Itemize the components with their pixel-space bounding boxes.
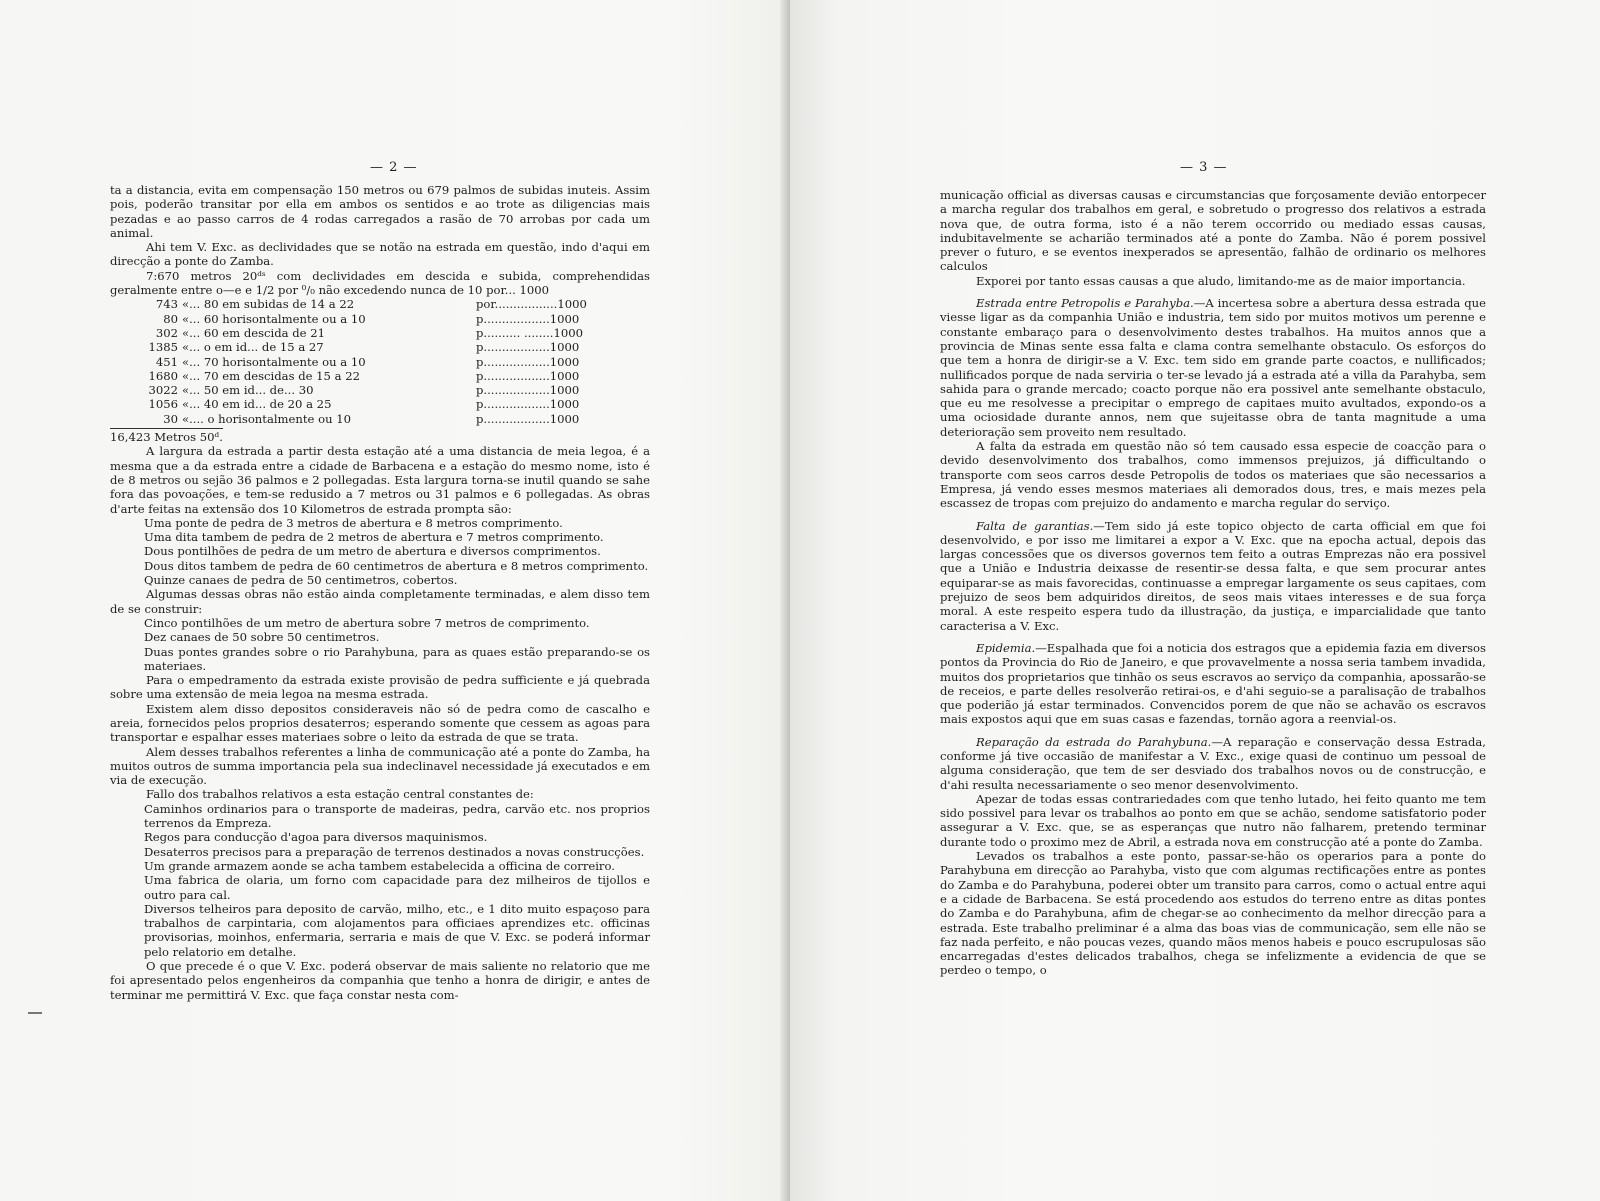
grade-metres: 451: [155, 354, 178, 369]
right-column: [940, 188, 1486, 978]
section-paragraph: [940, 792, 1486, 849]
grade-description: «... 80 em subidas de 14 a 22: [182, 297, 355, 312]
paragraph: ta a distancia, evita em compensação 150 metros ou 679 palmos de subidas inuteis. Assim pois, poderão transitar por ella em ambos os sentidos e ao trote as diligencias mais pezadas e ao passo carros de 4 rodas carregados a rasão de 70 arrobas por cada um animal.: [110, 183, 650, 240]
section-paragraph: [940, 735, 1486, 792]
scan-mark: [28, 1012, 42, 1014]
works-pending-item: Dez canaes de 50 sobre 50 centimetros.: [144, 630, 380, 645]
page-number-left: — 2 —: [370, 160, 418, 175]
grade-description: «... 40 em id... de 20 a 25: [182, 397, 332, 412]
paragraph: Exporei por tanto essas causas a que aludo, limitando-me as de maior importancia.: [976, 273, 1466, 288]
grade-rate: p..................1000: [476, 340, 580, 355]
section-paragraph: [940, 439, 1486, 510]
grade-description: «.... o horisontalmente ou 10: [182, 411, 351, 426]
grade-rate: p..................1000: [476, 368, 580, 383]
section-heading: Estrada entre Petropolis e Parahyba.: [976, 296, 1194, 311]
paragraph: Existem alem disso depositos consideraveis não só de pedra como de cascalho e areia, fornecidos pelos proprios desaterros; esperando somente que cessem as agoas para transportar e espalhar esses materiaes sobre o leito da estrada de que se trata.: [110, 701, 650, 745]
grades-row: [130, 297, 620, 311]
grades-row: [130, 397, 620, 411]
section-text: A falta da estrada em questão não só tem causado essa especie de coacção para o devido desenvolvimento dos trabalhos, como immensos prejuizos, já difficultando o transporte com seos carros desde Petropolis de todos os materiaes que são necessarios a Empresa, já vendo esses mesmos materiaes ali demorados dous, tres, e mais mezes pela escassez de tropas com prejuizo do andamento e marcha regular do serviço.: [940, 439, 1486, 511]
grade-rate: p..................1000: [476, 397, 580, 412]
grade-metres: 1385: [148, 340, 178, 355]
grade-description: «... 60 horisontalmente ou a 10: [182, 311, 366, 326]
grade-metres: 302: [155, 325, 178, 340]
grade-rate: p.......... ........1000: [476, 325, 583, 340]
section-paragraph: [940, 849, 1486, 978]
grade-description: «... o em id... de 15 a 27: [182, 340, 324, 355]
grade-metres: 3022: [148, 383, 178, 398]
section-heading: Falta de garantias.: [976, 518, 1094, 533]
paragraph: municação official as diversas causas e circumstancias que forçosamente devião entorpecer a marcha regular dos trabalhos em geral, e sobretudo o progresso dos relativos a estrada nova que, de outra forma, isto é a não terem occorrido ou mediado essas causas, indubitavelmente se acharião terminados até a ponte do Zamba. Não é porem possivel prever o futuro, e se eventos inexperados se apresentão, falhão de ordinario os melhores calculos: [940, 188, 1486, 274]
grades-table: [130, 297, 620, 426]
central-works-item: Um grande armazem aonde se acha tambem estabelecida a officina de correiro.: [144, 858, 615, 873]
grade-rate: p..................1000: [476, 311, 580, 326]
section-paragraph: [940, 519, 1486, 633]
central-works-item: Caminhos ordinarios para o transporte de madeiras, pedra, carvão etc. nos proprios terrenos da Empreza.: [144, 801, 650, 831]
paragraph: O que precede é o que V. Exc. poderá observar de mais saliente no relatorio que me foi apresentado pelos engenheiros da companhia que tenho a honra de dirigir, e antes de terminar me permittirá V. Exc. que faça constar nesta com-: [110, 959, 650, 1002]
central-works-item: Diversos telheiros para deposito de carvão, milho, etc., e 1 dito muito espaçoso para trabalhos de carpintaria, com alojamentos para officiaes aprendizes etc. officinas provisorias, moinhos, enfermaria, serraria e mais de que V. Exc. se poderá informar pelo relatorio em detalhe.: [144, 901, 650, 959]
works-pending-item: Cinco pontilhões de um metro de abertura sobre 7 metros de comprimento.: [144, 615, 590, 630]
left-page: [0, 0, 790, 1201]
works-done-item: Uma ponte de pedra de 3 metros de abertura e 8 metros comprimento.: [144, 515, 563, 530]
grades-row: [130, 340, 620, 354]
grades-row: [130, 369, 620, 383]
section-text: —Tem sido já este topico objecto de carta official em que foi desenvolvido, e por isso me limitarei a expor a V. Exc. que na epocha actual, depois das largas concessões que os diversos governos tem feito a outras Emprezas não era possivel que a União e Industria deixasse de resentir-se dessa falta, e que sem procurar antes equiparar-se as mais favorecidas, continuasse a empregar largamente os seus capitaes, com prejuizo de seos bem adquiridos direitos, de seos mais vitaes interesses e de sua força moral. A este respeito espera tudo da illustração, da justiça, e imparcialidade que tanto caracterisa a V. Exc.: [940, 518, 1486, 633]
paragraph: 7:670 metros 20ᵈˢ com declividades em descida e subida, comprehendidas geralmente entre o—e e 1/2 por ⁰/₀ não excedendo nunca de 10 por... 1000: [110, 268, 650, 298]
grade-rate: p..................1000: [476, 354, 580, 369]
grade-description: «... 70 horisontalmente ou a 10: [182, 354, 366, 369]
section-text: —A reparação e conservação dessa Estrada, conforme já tive occasião de manifestar a V. Exc., exige quasi de continuo um pessoal de alguma consideração, que tem de ser desviado dos trabalhos novos ou de construcção, e d'ahi resulta necessariamente o seo menor desenvolvimento.: [940, 734, 1486, 792]
central-works-item: Regos para conducção d'agoa para diversos maquinismos.: [144, 830, 488, 845]
grade-description: «... 50 em id... de... 30: [182, 383, 314, 398]
grades-row: [130, 326, 620, 340]
section-text: Levados os trabalhos a este ponto, passar-se-hão os operarios para a ponte do Parahybuna em direcção ao Parahyba, visto que com algumas rectificações entre as pontes do Zamba e do Parahybuna, poderei obter um transito para carros, como o actual entre aqui e a cidade de Barbacena. Se está procedendo aos estudos do terreno entre as ditas pontes do Zamba e do Parahybuna, afim de chegar-se ao conhecimento da melhor direcção para a estrada. Este trabalho preliminar é a alma das boas vias de communicação, sem elle não se faz nada perfeito, e não poucas vezes, quando mãos menos habeis e pouco escrupulosas são encarregadas d'estes delicados trabalhos, chega se infelizmente a evidencia de que se perdeo o tempo, o: [940, 849, 1486, 978]
grade-metres: 80: [163, 311, 178, 326]
works-done-item: Dous ditos tambem de pedra de 60 centimetros de abertura e 8 metros comprimento.: [144, 558, 649, 573]
central-works-item: Uma fabrica de olaria, um forno com capacidade para dez milheiros de tijollos e outro para cal.: [144, 873, 650, 902]
works-done-item: Quinze canaes de pedra de 50 centimetros, cobertos.: [144, 573, 458, 588]
central-works-item: Desaterros precisos para a preparação de terrenos destinados a novas construcções.: [144, 844, 645, 859]
grades-row: [130, 383, 620, 397]
section-heading: Epidemia.: [976, 640, 1036, 655]
section-text: —A incertesa sobre a abertura dessa estrada que viesse ligar as da companhia União e industria, tem sido por muitos motivos um perenne e constante embaraço para o desenvolvimento destes trabalhos. Ha muitos annos que a provincia de Minas sente essa falta e clama contra semelhante obstaculo. Os esforços do que tem a honra de dirigir-se a V. Exc. tem sido em grande parte coactos, e nullificados; nullificados porque de nada serviria o ter-se levado já a estrada até a villa da Parahyba, sem sahida para o grande mercado; coacto porque não era possivel ante semelhante obstaculo, que eu me resolvesse a precipitar o emprego de capitaes muito avultados, expondo-os a uma ociosidade durante annos, nem que sujeitasse obra de tanta magnitude a uma deterioração sem proveito nem resultado.: [940, 296, 1487, 439]
right-page: [790, 0, 1600, 1201]
paragraph: Fallo dos trabalhos relativos a esta estação central constantes de:: [146, 787, 534, 802]
grades-row: [130, 355, 620, 369]
grade-metres: 30: [163, 411, 178, 426]
page-number-right: — 3 —: [1180, 160, 1228, 175]
grade-rate: p..................1000: [476, 411, 580, 426]
paragraph: Alem desses trabalhos referentes a linha de communicação até a ponte do Zamba, ha muitos outros de summa importancia pela sua indeclinavel necessidade já executados e em via de execução.: [110, 744, 650, 788]
grades-row: [130, 412, 620, 426]
grade-rate: p..................1000: [476, 383, 580, 398]
section-paragraph: [940, 296, 1486, 439]
section-text: Apezar de todas essas contrariedades com que tenho lutado, hei feito quanto me tem sido possivel para levar os trabalhos ao ponto em que se achão, sendome satisfatorio poder assegurar a V. Exc. que, se as esperanças que nutro não falharem, pretendo terminar durante todo o proximo mez de Abril, a estrada nova em construcção até a ponte do Zamba.: [940, 791, 1486, 849]
paragraph: Para o empedramento da estrada existe provisão de pedra sufficiente e já quebrada sobre uma extensão de meia legoa na mesma estrada.: [110, 673, 650, 702]
grade-description: «... 60 em descida de 21: [182, 325, 325, 340]
grade-description: «... 70 em descidas de 15 a 22: [182, 368, 360, 383]
paragraph: A largura da estrada a partir desta estação até a uma distancia de meia legoa, é a mesma que a da estrada entre a cidade de Barbacena e a estação do mesmo nome, isto é de 8 metros ou sejão 36 palmos e 2 pollegadas. Esta largura torna-se inutil quando se sahe fora das povoações, e tem-se redusido a 7 metros ou 31 palmos e 6 pollegadas. As obras d'arte feitas na extensão dos 10 Kilometros de estrada prompta são:: [110, 444, 650, 516]
grade-metres: 743: [155, 297, 178, 312]
paragraph: Algumas dessas obras não estão ainda completamente terminadas, e alem disso tem de se construir:: [110, 587, 650, 616]
left-column: [110, 183, 650, 1002]
works-done-item: Uma dita tambem de pedra de 2 metros de abertura e 7 metros comprimento.: [144, 530, 604, 545]
section-paragraph: [940, 641, 1486, 727]
paragraph: Ahi tem V. Exc. as declividades que se notão na estrada em questão, indo d'aqui em direcção a ponte do Zamba.: [110, 240, 650, 269]
grades-row: [130, 312, 620, 326]
grades-total: 16,423 Metros 50ᵈ.: [110, 430, 223, 445]
section-text: —Espalhada que foi a noticia dos estragos que a epidemia fazia em diversos pontos da Provincia do Rio de Janeiro, e que provavelmente a nossa seria tambem invadida, muitos dos proprietarios que tinhão os seus escravos ao serviço da companhia, apossarão-se de receios, e parte delles resolverão retirai-os, e d'ahi seguio-se a paralisação de trabalhos que poderião já estar terminados. Convencidos porem de que não se achavão os escravos mais expostos aqui que em suas casas e fazendas, tornão agora a reenvial-os.: [940, 640, 1486, 727]
works-done-item: Dous pontilhões de pedra de um metro de abertura e diversos comprimentos.: [144, 544, 601, 559]
grade-metres: 1056: [148, 397, 178, 412]
grade-rate: por.................1000: [476, 297, 587, 312]
section-heading: Reparação da estrada do Parahybuna.: [976, 734, 1212, 749]
works-pending-item: Duas pontes grandes sobre o rio Parahybuna, para as quaes estão preparando-se os materiaes.: [144, 644, 650, 673]
grade-metres: 1680: [148, 368, 178, 383]
